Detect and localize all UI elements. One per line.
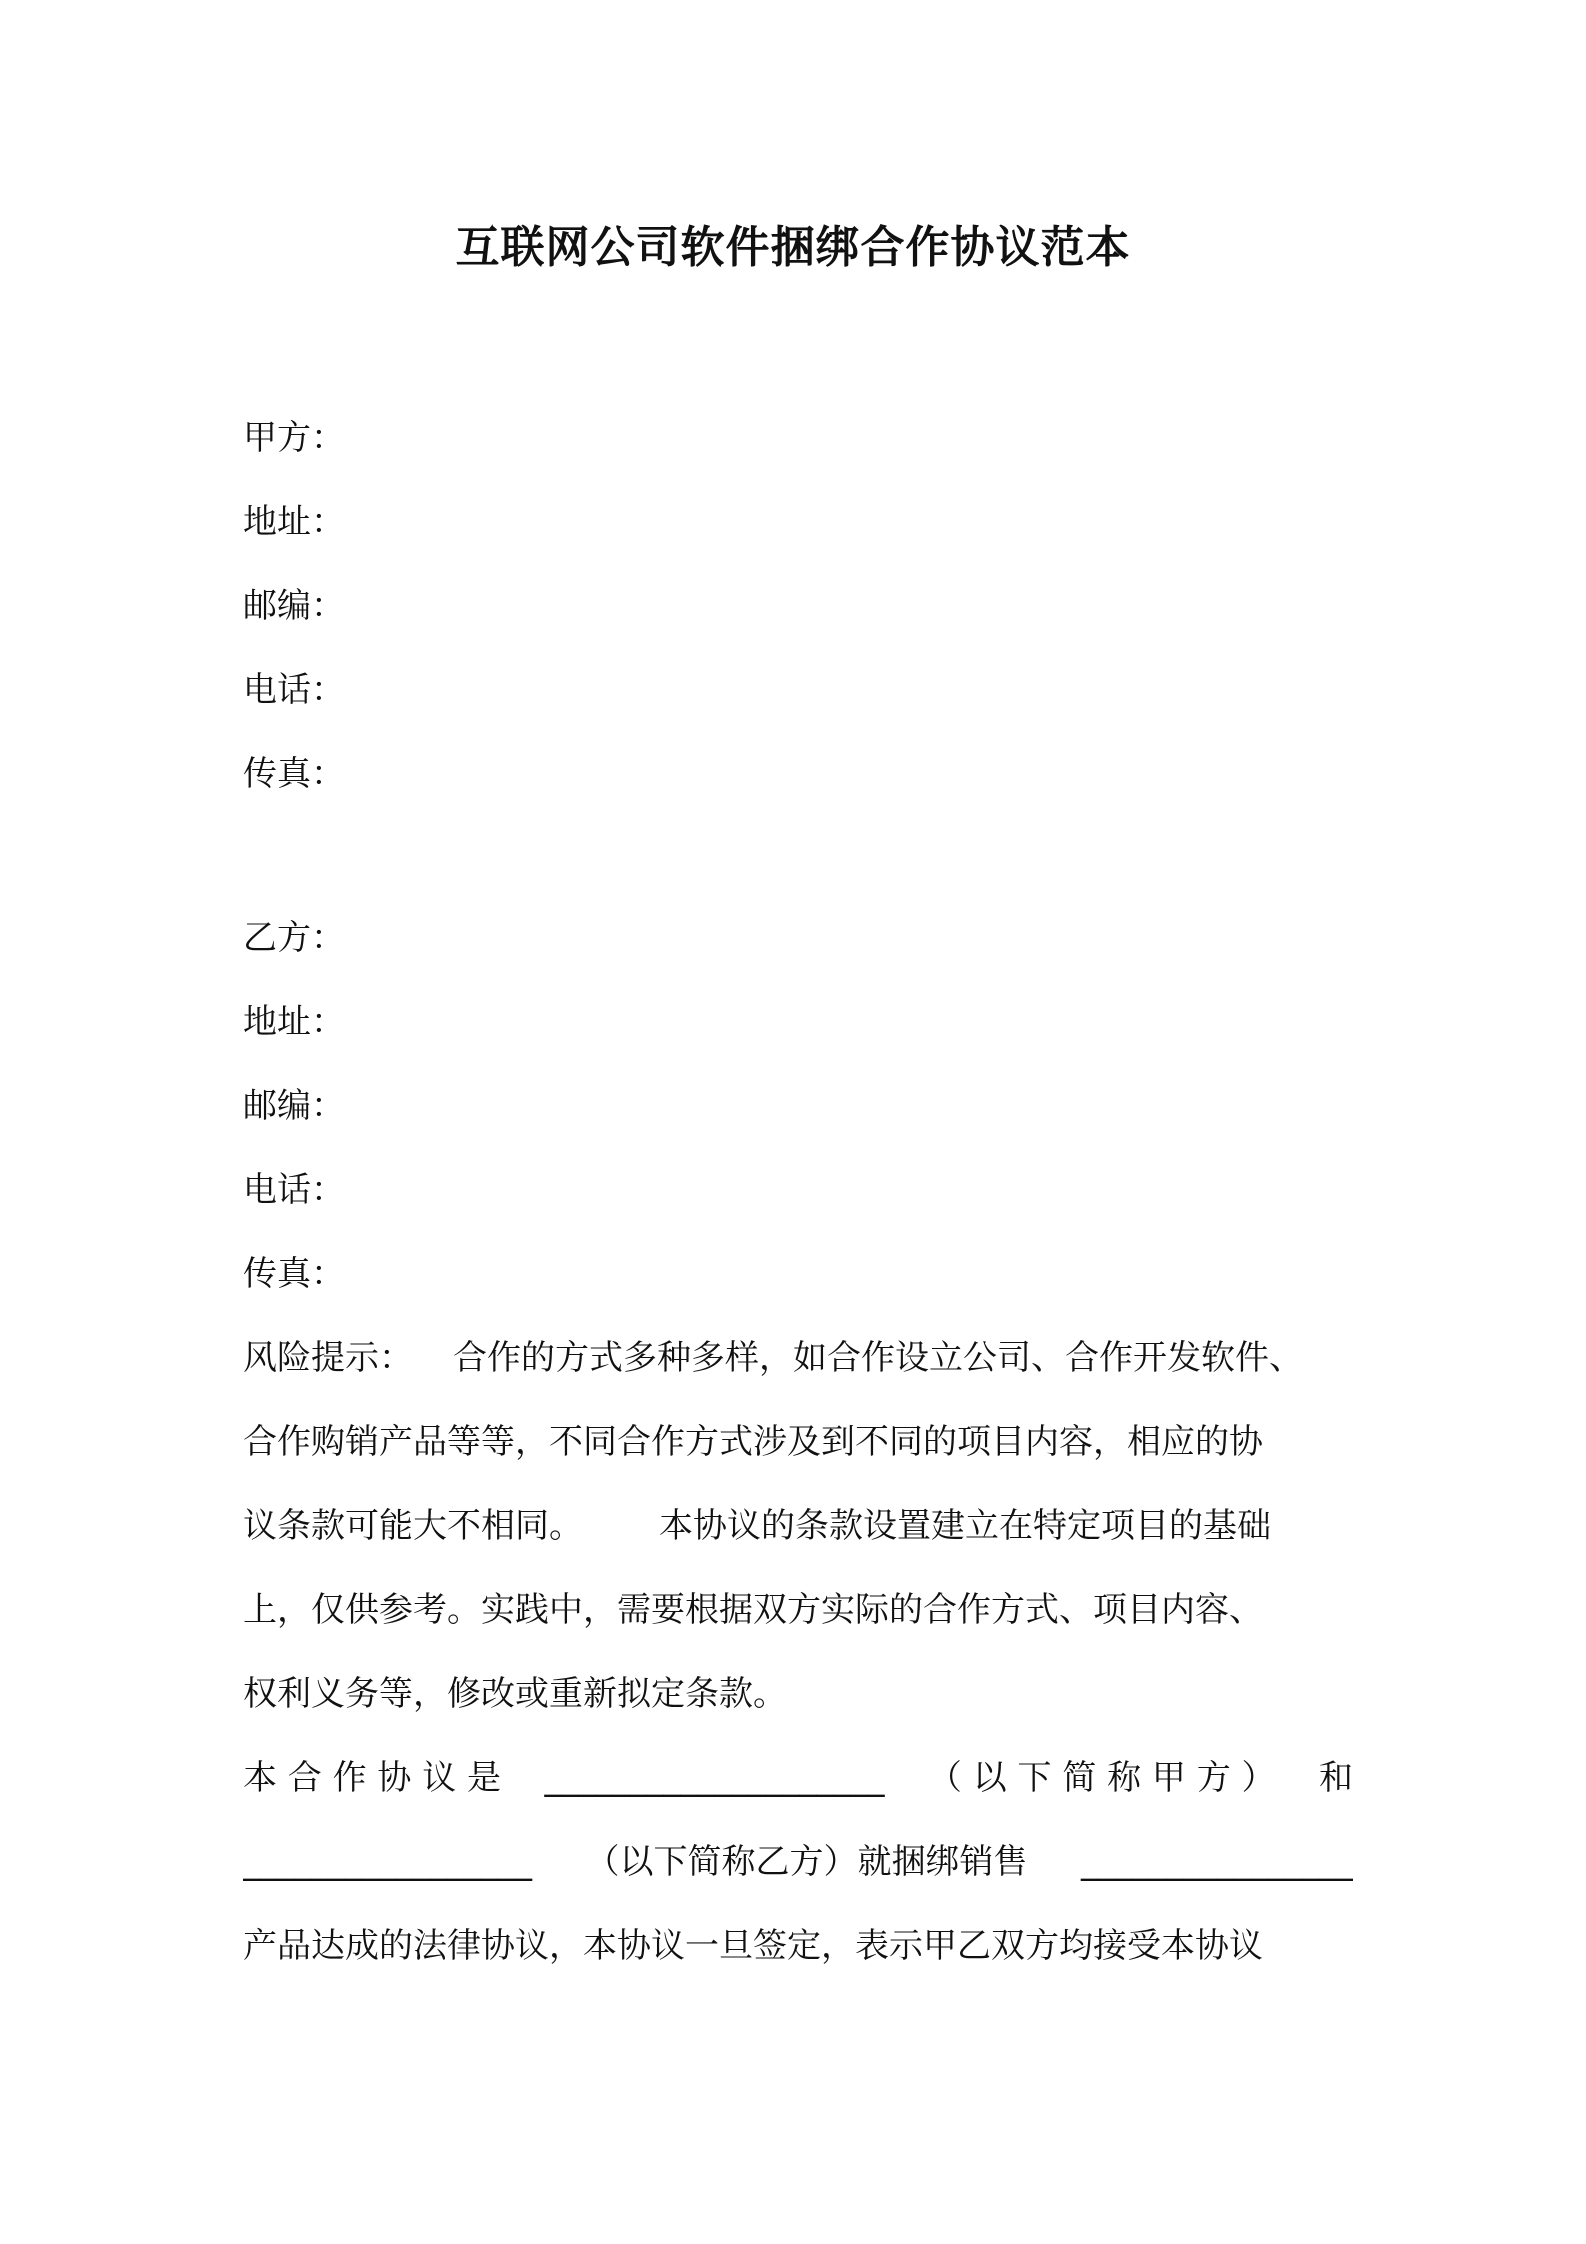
risk-notice-line: 上，仅供参考。实践中，需要根据双方实际的合作方式、项目内容、 (243, 1590, 1263, 1630)
risk-notice-line (243, 1484, 1353, 1568)
risk-notice-line (243, 1316, 1353, 1400)
party-a-label: 甲方： (243, 418, 345, 458)
party-b-postcode: 邮编： (243, 1086, 345, 1126)
party-b-name-blank[interactable]: _________________ (243, 1842, 532, 1882)
agreement-prefix: 本 合 作 协 议 是 (243, 1758, 502, 1798)
party-a-fax: 传真： (243, 754, 345, 794)
party-b-phone: 电话： (243, 1170, 345, 1210)
risk-notice-label: 风险提示： (243, 1338, 413, 1378)
agreement-line (243, 1736, 1353, 1820)
risk-notice-text: 本协议的条款设置建立在特定项目的基础 (659, 1506, 1271, 1546)
party-a-block (243, 396, 1343, 816)
document-title: 互联网公司软件捆绑合作协议范本 (455, 222, 1131, 273)
agreement-and: 和 (1318, 1758, 1353, 1798)
risk-notice-line: 合作购销产品等等，不同合作方式涉及到不同的项目内容，相应的协 (243, 1422, 1263, 1462)
agreement-paragraph (243, 1736, 1353, 1988)
party-a-phone: 电话： (243, 670, 345, 710)
agreement-mid-text: （以下简称乙方）就捆绑销售 (585, 1842, 1028, 1882)
agreement-line: 产品达成的法律协议，本协议一旦签定，表示甲乙双方均接受本协议 (243, 1926, 1263, 1966)
agreement-line (243, 1820, 1353, 1904)
risk-notice-line: 权利义务等，修改或重新拟定条款。 (243, 1674, 787, 1714)
party-a-postcode: 邮编： (243, 586, 345, 626)
party-b-fax: 传真： (243, 1254, 345, 1294)
risk-notice-paragraph (243, 1316, 1353, 1736)
party-b-block (243, 896, 1343, 1316)
risk-notice-text: 议条款可能大不相同。 (243, 1506, 583, 1546)
product-name-blank[interactable]: ________________ (1081, 1842, 1353, 1882)
party-b-label: 乙方： (243, 918, 345, 958)
party-a-name-blank[interactable]: ____________________ (544, 1758, 885, 1798)
agreement-paren-a: （ 以 下 简 称 甲 方 ） (927, 1758, 1276, 1798)
party-a-address: 地址： (243, 502, 345, 542)
party-b-address: 地址： (243, 1002, 345, 1042)
risk-notice-text: 合作的方式多种多样，如合作设立公司、合作开发软件、 (453, 1338, 1303, 1378)
